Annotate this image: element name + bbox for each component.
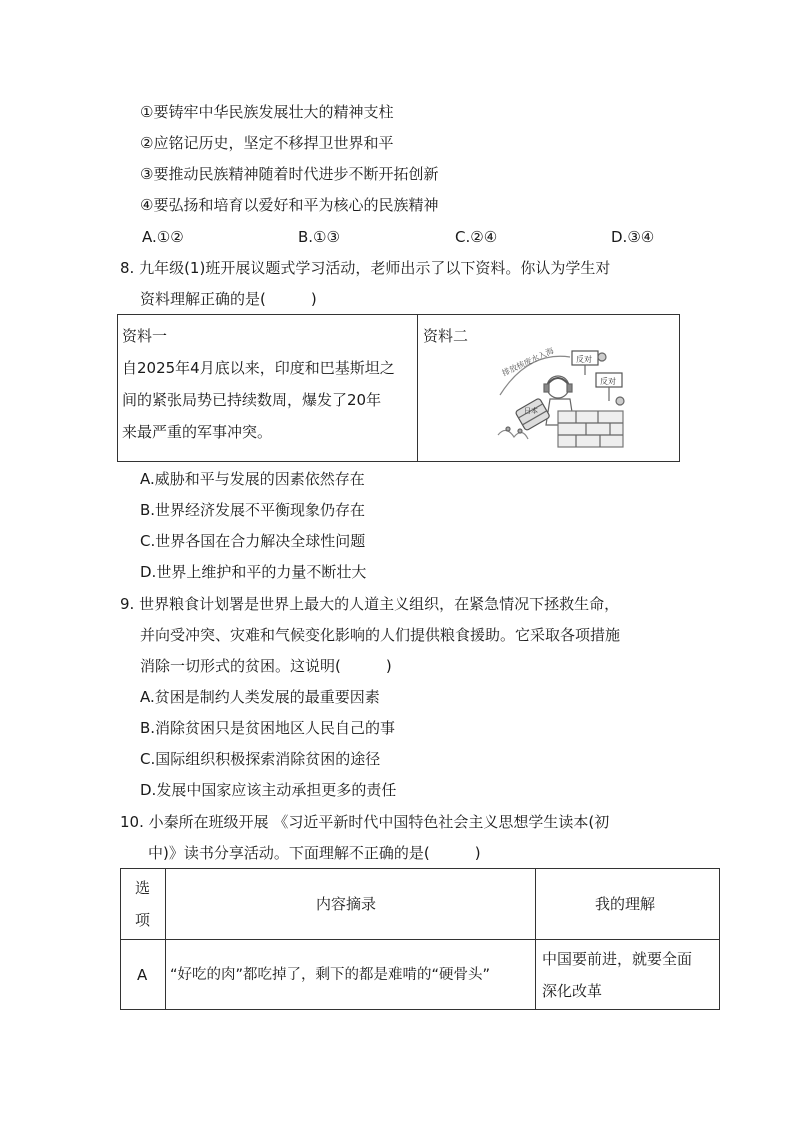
q8-option-b: B.世界经济发展不平衡现象仍存在 bbox=[140, 501, 366, 519]
q8-option-d: D.世界上维护和平的力量不断壮大 bbox=[140, 563, 367, 581]
q8-material1-line-2: 间的紧张局势已持续数周，爆发了20年 bbox=[122, 391, 382, 409]
cartoon-sign-2: 反对 bbox=[600, 377, 616, 386]
q8-stem-line-2: 资料理解正确的是( ) bbox=[140, 290, 317, 308]
q8-material1-title: 资料一 bbox=[122, 327, 168, 345]
q9-stem-line-3: 消除一切形式的贫困。这说明( ) bbox=[140, 657, 392, 675]
q7-option-a: A.①② bbox=[142, 228, 184, 246]
q7-option-b: B.①③ bbox=[298, 228, 340, 246]
q7-item-3: ③要推动民族精神随着时代进步不断开拓创新 bbox=[140, 165, 439, 183]
q9-option-b: B.消除贫困只是贫困地区人民自己的事 bbox=[140, 719, 396, 737]
q10-header-excerpt: 内容摘录 bbox=[316, 895, 377, 913]
q8-material1-line-3: 来最严重的军事冲突。 bbox=[122, 423, 273, 441]
q10-table-row-divider bbox=[121, 939, 719, 940]
cartoon-barrel-label: 日本 bbox=[524, 407, 538, 415]
cartoon-illustration bbox=[488, 345, 628, 455]
q10-row-a-excerpt: “好吃的肉”都吃掉了，剩下的都是难啃的“硬骨头” bbox=[170, 967, 491, 983]
q10-row-a-option: A bbox=[137, 966, 148, 984]
q8-stem-line-1: 8. 九年级(1)班开展议题式学习活动，老师出示了以下资料。你认为学生对 bbox=[120, 259, 611, 277]
q8-material2-title: 资料二 bbox=[423, 327, 469, 345]
q7-option-c: C.②④ bbox=[455, 228, 498, 246]
q10-header-option-b: 项 bbox=[135, 911, 151, 929]
q9-option-d: D.发展中国家应该主动承担更多的责任 bbox=[140, 781, 397, 799]
q10-table bbox=[120, 868, 720, 1010]
q9-stem-line-2: 并向受冲突、灾难和气候变化影响的人们提供粮食援助。它采取各项措施 bbox=[140, 626, 621, 644]
q10-header-option-a: 选 bbox=[135, 879, 151, 897]
q7-item-1: ①要铸牢中华民族发展壮大的精神支柱 bbox=[140, 103, 394, 121]
q8-material1-line-1: 自2025年4月底以来，印度和巴基斯坦之 bbox=[122, 359, 395, 377]
q10-stem-line-1: 10. 小秦所在班级开展 《习近平新时代中国特色社会主义思想学生读本(初 bbox=[120, 813, 610, 831]
q9-option-c: C.国际组织积极探索消除贫困的途径 bbox=[140, 750, 381, 768]
q7-option-d: D.③④ bbox=[611, 228, 655, 246]
q8-option-a: A.威胁和平与发展的因素依然存在 bbox=[140, 470, 365, 488]
q7-item-2: ②应铭记历史，坚定不移捍卫世界和平 bbox=[140, 134, 394, 152]
q7-item-4: ④要弘扬和培育以爱好和平为核心的民族精神 bbox=[140, 196, 439, 214]
q10-row-a-understanding-line-1: 中国要前进，就要全面 bbox=[542, 950, 693, 968]
q10-stem-line-2: 中)》读书分享活动。下面理解不正确的是( ) bbox=[148, 844, 481, 862]
cartoon-sign-1: 反对 bbox=[576, 355, 592, 364]
q9-stem-line-1: 9. 世界粮食计划署是世界上最大的人道主义组织，在紧急情况下拯救生命， bbox=[120, 595, 620, 613]
cartoon-banner-text: 排放核废水入海 bbox=[500, 346, 556, 378]
q8-table-divider bbox=[417, 315, 418, 461]
q10-header-understanding: 我的理解 bbox=[595, 895, 656, 913]
q9-option-a: A.贫困是制约人类发展的最重要因素 bbox=[140, 688, 380, 706]
q8-option-c: C.世界各国在合力解决全球性问题 bbox=[140, 532, 366, 550]
q10-row-a-understanding-line-2: 深化改革 bbox=[542, 982, 603, 1000]
q8-material-table bbox=[117, 314, 680, 462]
